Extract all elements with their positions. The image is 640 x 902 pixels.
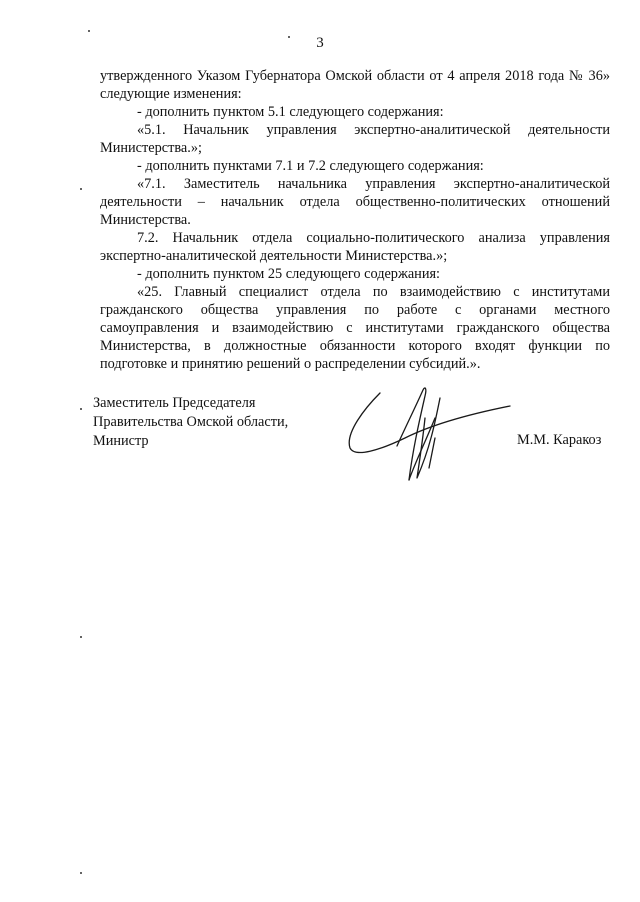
signatory-position-line-3: Министр xyxy=(93,433,149,449)
paragraph-item-7-2: 7.2. Начальник отдела социально-политического анализа управления экспертно-аналитической деятельности Министерства.»; xyxy=(100,230,610,264)
paragraph-item-25: «25. Главный специалист отдела по взаимодействию с институтами гражданского общества управления по работе с органами местного самоуправления и взаимодействию с институтами гражданского общества Министерства, в должностные обязанности которого входят функции по подготовке и принятию решений о распределении субсидий.». xyxy=(100,284,610,372)
scan-speck xyxy=(88,30,90,32)
paragraph-add-7-1-7-2: - дополнить пунктами 7.1 и 7.2 следующего содержания: xyxy=(137,158,484,174)
paragraph-item-7-1: «7.1. Заместитель начальника управления экспертно-аналитической деятельности – начальник отдела общественно-политических отношений Министерства. xyxy=(100,176,610,228)
paragraph-add-5-1: - дополнить пунктом 5.1 следующего содержания: xyxy=(137,104,444,120)
signatory-position-line-1: Заместитель Председателя xyxy=(93,395,256,411)
paragraph-intro: утвержденного Указом Губернатора Омской области от 4 апреля 2018 года № 36» следующие изменения: xyxy=(100,68,610,102)
signatory-position xyxy=(93,394,288,451)
scan-speck xyxy=(80,408,82,410)
scan-speck xyxy=(80,872,82,874)
paragraph-item-5-1: «5.1. Начальник управления экспертно-аналитической деятельности Министерства.»; xyxy=(100,122,610,156)
page-number: 3 xyxy=(316,35,324,51)
signatory-name: М.М. Каракоз xyxy=(517,432,602,448)
signatory-position-line-2: Правительства Омской области, xyxy=(93,414,289,430)
handwritten-signature xyxy=(335,378,515,488)
scan-speck xyxy=(80,188,82,190)
paragraph-add-25: - дополнить пунктом 25 следующего содержания: xyxy=(137,266,441,282)
scan-speck xyxy=(80,636,82,638)
scan-speck xyxy=(288,36,290,38)
document-body xyxy=(100,67,610,373)
